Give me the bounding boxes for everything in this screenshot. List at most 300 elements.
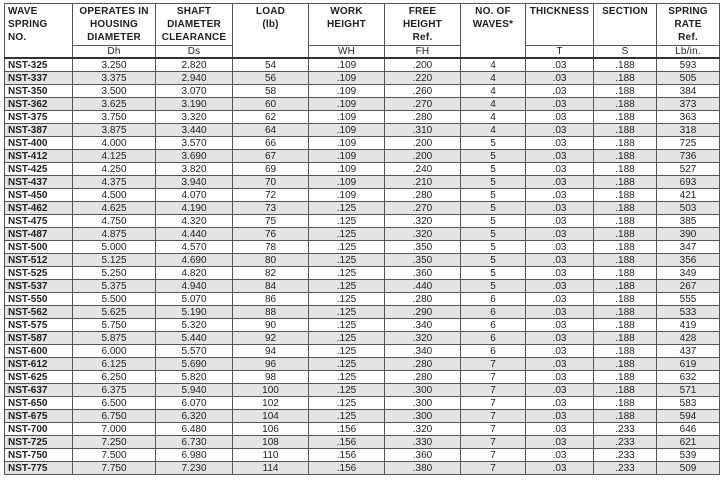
cell-load: 56 [233, 72, 309, 85]
cell-wave-spring-no: NST-337 [5, 72, 73, 85]
cell-work-height: .125 [309, 306, 385, 319]
cell-no-of-waves: 6 [461, 345, 526, 358]
cell-free-height: .270 [385, 202, 461, 215]
cell-work-height: .125 [309, 358, 385, 371]
cell-free-height: .300 [385, 397, 461, 410]
cell-free-height: .350 [385, 241, 461, 254]
column-header-load: LOAD (lb) [233, 4, 309, 46]
table-row [5, 241, 720, 254]
column-header-wave-spring-no: WAVE SPRING NO. [5, 4, 73, 46]
cell-load: 114 [233, 462, 309, 475]
cell-load: 94 [233, 345, 309, 358]
cell-section: .188 [594, 150, 657, 163]
cell-spring-rate: 390 [657, 228, 720, 241]
cell-thickness: .03 [526, 384, 594, 397]
cell-free-height: .320 [385, 332, 461, 345]
cell-shaft-diameter: 5.190 [156, 306, 233, 319]
cell-section: .233 [594, 449, 657, 462]
cell-shaft-diameter: 3.570 [156, 137, 233, 150]
column-header-thickness: THICKNESS [526, 4, 594, 46]
cell-section: .188 [594, 319, 657, 332]
cell-shaft-diameter: 4.940 [156, 280, 233, 293]
cell-wave-spring-no: NST-387 [5, 124, 73, 137]
cell-wave-spring-no: NST-575 [5, 319, 73, 332]
cell-load: 76 [233, 228, 309, 241]
table-row [5, 228, 720, 241]
cell-wave-spring-no: NST-437 [5, 176, 73, 189]
table-row [5, 384, 720, 397]
cell-section: .188 [594, 98, 657, 111]
table-row [5, 72, 720, 85]
cell-wave-spring-no: NST-350 [5, 85, 73, 98]
table-body [5, 58, 720, 475]
column-header-spring-rate: SPRING RATE Ref. [657, 4, 720, 46]
cell-thickness: .03 [526, 124, 594, 137]
cell-wave-spring-no: NST-412 [5, 150, 73, 163]
cell-section: .188 [594, 306, 657, 319]
table-row [5, 462, 720, 475]
cell-thickness: .03 [526, 150, 594, 163]
cell-no-of-waves: 5 [461, 280, 526, 293]
cell-housing-diameter: 3.875 [73, 124, 156, 137]
table-row [5, 150, 720, 163]
table-row [5, 397, 720, 410]
cell-housing-diameter: 7.000 [73, 423, 156, 436]
cell-shaft-diameter: 4.440 [156, 228, 233, 241]
cell-load: 108 [233, 436, 309, 449]
cell-work-height: .109 [309, 150, 385, 163]
cell-spring-rate: 736 [657, 150, 720, 163]
cell-section: .188 [594, 241, 657, 254]
cell-free-height: .200 [385, 150, 461, 163]
cell-no-of-waves: 4 [461, 111, 526, 124]
table-row [5, 85, 720, 98]
cell-free-height: .380 [385, 462, 461, 475]
cell-shaft-diameter: 4.070 [156, 189, 233, 202]
column-unit-spring-rate: Lb/in. [657, 46, 720, 59]
cell-housing-diameter: 5.750 [73, 319, 156, 332]
cell-spring-rate: 533 [657, 306, 720, 319]
cell-housing-diameter: 7.250 [73, 436, 156, 449]
cell-shaft-diameter: 5.820 [156, 371, 233, 384]
cell-load: 67 [233, 150, 309, 163]
cell-thickness: .03 [526, 202, 594, 215]
cell-section: .188 [594, 215, 657, 228]
cell-spring-rate: 437 [657, 345, 720, 358]
cell-shaft-diameter: 2.820 [156, 58, 233, 72]
table-row [5, 436, 720, 449]
cell-no-of-waves: 5 [461, 241, 526, 254]
cell-housing-diameter: 6.500 [73, 397, 156, 410]
cell-housing-diameter: 7.500 [73, 449, 156, 462]
cell-work-height: .109 [309, 189, 385, 202]
cell-free-height: .280 [385, 111, 461, 124]
cell-spring-rate: 503 [657, 202, 720, 215]
cell-housing-diameter: 6.375 [73, 384, 156, 397]
cell-work-height: .109 [309, 98, 385, 111]
cell-thickness: .03 [526, 358, 594, 371]
cell-wave-spring-no: NST-550 [5, 293, 73, 306]
cell-work-height: .125 [309, 293, 385, 306]
cell-wave-spring-no: NST-400 [5, 137, 73, 150]
cell-no-of-waves: 4 [461, 98, 526, 111]
table-row [5, 215, 720, 228]
cell-spring-rate: 318 [657, 124, 720, 137]
cell-work-height: .156 [309, 462, 385, 475]
cell-no-of-waves: 5 [461, 254, 526, 267]
cell-shaft-diameter: 3.690 [156, 150, 233, 163]
cell-wave-spring-no: NST-625 [5, 371, 73, 384]
header-row [5, 4, 720, 46]
cell-no-of-waves: 7 [461, 371, 526, 384]
cell-free-height: .360 [385, 267, 461, 280]
cell-section: .188 [594, 137, 657, 150]
cell-wave-spring-no: NST-362 [5, 98, 73, 111]
cell-free-height: .280 [385, 293, 461, 306]
cell-spring-rate: 419 [657, 319, 720, 332]
cell-no-of-waves: 5 [461, 163, 526, 176]
cell-free-height: .350 [385, 254, 461, 267]
cell-free-height: .340 [385, 345, 461, 358]
cell-work-height: .125 [309, 332, 385, 345]
cell-shaft-diameter: 6.480 [156, 423, 233, 436]
cell-shaft-diameter: 6.730 [156, 436, 233, 449]
column-header-housing-diameter: OPERATES IN HOUSING DIAMETER [73, 4, 156, 46]
cell-load: 86 [233, 293, 309, 306]
cell-load: 80 [233, 254, 309, 267]
cell-section: .188 [594, 58, 657, 72]
cell-work-height: .125 [309, 241, 385, 254]
cell-wave-spring-no: NST-525 [5, 267, 73, 280]
cell-shaft-diameter: 5.570 [156, 345, 233, 358]
cell-spring-rate: 621 [657, 436, 720, 449]
cell-work-height: .109 [309, 111, 385, 124]
cell-load: 110 [233, 449, 309, 462]
table-row [5, 371, 720, 384]
cell-spring-rate: 594 [657, 410, 720, 423]
cell-wave-spring-no: NST-537 [5, 280, 73, 293]
cell-thickness: .03 [526, 72, 594, 85]
table-row [5, 306, 720, 319]
column-header-section: SECTION [594, 4, 657, 46]
cell-shaft-diameter: 6.980 [156, 449, 233, 462]
cell-spring-rate: 619 [657, 358, 720, 371]
cell-load: 92 [233, 332, 309, 345]
cell-shaft-diameter: 3.070 [156, 85, 233, 98]
cell-thickness: .03 [526, 436, 594, 449]
cell-free-height: .220 [385, 72, 461, 85]
cell-thickness: .03 [526, 345, 594, 358]
cell-thickness: .03 [526, 163, 594, 176]
cell-no-of-waves: 6 [461, 293, 526, 306]
cell-wave-spring-no: NST-600 [5, 345, 73, 358]
cell-no-of-waves: 7 [461, 397, 526, 410]
column-header-free-height: FREE HEIGHT Ref. [385, 4, 461, 46]
cell-housing-diameter: 3.250 [73, 58, 156, 72]
cell-shaft-diameter: 4.570 [156, 241, 233, 254]
cell-thickness: .03 [526, 241, 594, 254]
table-row [5, 293, 720, 306]
cell-free-height: .280 [385, 358, 461, 371]
cell-housing-diameter: 5.000 [73, 241, 156, 254]
table-row [5, 124, 720, 137]
cell-free-height: .320 [385, 228, 461, 241]
cell-thickness: .03 [526, 215, 594, 228]
cell-work-height: .125 [309, 384, 385, 397]
cell-shaft-diameter: 6.320 [156, 410, 233, 423]
cell-wave-spring-no: NST-375 [5, 111, 73, 124]
cell-no-of-waves: 4 [461, 58, 526, 72]
cell-shaft-diameter: 7.230 [156, 462, 233, 475]
cell-load: 96 [233, 358, 309, 371]
cell-housing-diameter: 6.125 [73, 358, 156, 371]
cell-load: 88 [233, 306, 309, 319]
cell-housing-diameter: 6.250 [73, 371, 156, 384]
cell-work-height: .125 [309, 280, 385, 293]
cell-housing-diameter: 4.250 [73, 163, 156, 176]
cell-load: 69 [233, 163, 309, 176]
cell-thickness: .03 [526, 332, 594, 345]
cell-free-height: .310 [385, 124, 461, 137]
cell-thickness: .03 [526, 280, 594, 293]
cell-no-of-waves: 4 [461, 72, 526, 85]
cell-housing-diameter: 3.500 [73, 85, 156, 98]
cell-spring-rate: 646 [657, 423, 720, 436]
cell-free-height: .440 [385, 280, 461, 293]
cell-shaft-diameter: 5.320 [156, 319, 233, 332]
column-unit-shaft-diameter: Ds [156, 46, 233, 59]
table-row [5, 449, 720, 462]
cell-work-height: .125 [309, 228, 385, 241]
table-row [5, 163, 720, 176]
cell-housing-diameter: 6.750 [73, 410, 156, 423]
cell-work-height: .125 [309, 254, 385, 267]
cell-shaft-diameter: 5.690 [156, 358, 233, 371]
cell-spring-rate: 349 [657, 267, 720, 280]
column-unit-section: S [594, 46, 657, 59]
cell-thickness: .03 [526, 58, 594, 72]
cell-wave-spring-no: NST-425 [5, 163, 73, 176]
table-row [5, 176, 720, 189]
cell-load: 60 [233, 98, 309, 111]
cell-thickness: .03 [526, 137, 594, 150]
cell-free-height: .210 [385, 176, 461, 189]
column-unit-thickness: T [526, 46, 594, 59]
cell-thickness: .03 [526, 397, 594, 410]
wave-spring-table [4, 3, 720, 475]
cell-free-height: .290 [385, 306, 461, 319]
cell-spring-rate: 527 [657, 163, 720, 176]
cell-load: 98 [233, 371, 309, 384]
cell-housing-diameter: 4.375 [73, 176, 156, 189]
cell-housing-diameter: 5.375 [73, 280, 156, 293]
cell-work-height: .156 [309, 423, 385, 436]
cell-work-height: .125 [309, 410, 385, 423]
cell-load: 72 [233, 189, 309, 202]
cell-thickness: .03 [526, 410, 594, 423]
cell-thickness: .03 [526, 462, 594, 475]
unit-row [5, 46, 720, 59]
cell-thickness: .03 [526, 176, 594, 189]
table-row [5, 319, 720, 332]
cell-free-height: .270 [385, 98, 461, 111]
cell-no-of-waves: 7 [461, 462, 526, 475]
cell-section: .188 [594, 176, 657, 189]
cell-housing-diameter: 4.625 [73, 202, 156, 215]
cell-spring-rate: 384 [657, 85, 720, 98]
cell-no-of-waves: 5 [461, 189, 526, 202]
cell-load: 58 [233, 85, 309, 98]
cell-housing-diameter: 5.875 [73, 332, 156, 345]
cell-section: .188 [594, 293, 657, 306]
cell-section: .188 [594, 85, 657, 98]
cell-shaft-diameter: 2.940 [156, 72, 233, 85]
cell-section: .188 [594, 254, 657, 267]
column-header-no-of-waves: NO. OF WAVES* [461, 4, 526, 46]
table-row [5, 423, 720, 436]
cell-thickness: .03 [526, 371, 594, 384]
cell-thickness: .03 [526, 306, 594, 319]
cell-wave-spring-no: NST-500 [5, 241, 73, 254]
cell-load: 84 [233, 280, 309, 293]
column-header-work-height: WORK HEIGHT [309, 4, 385, 46]
cell-shaft-diameter: 5.940 [156, 384, 233, 397]
column-header-shaft-diameter: SHAFT DIAMETER CLEARANCE [156, 4, 233, 46]
cell-free-height: .280 [385, 189, 461, 202]
cell-thickness: .03 [526, 85, 594, 98]
cell-free-height: .330 [385, 436, 461, 449]
cell-free-height: .320 [385, 215, 461, 228]
cell-shaft-diameter: 5.440 [156, 332, 233, 345]
cell-thickness: .03 [526, 254, 594, 267]
column-unit-free-height: FH [385, 46, 461, 59]
cell-section: .188 [594, 163, 657, 176]
cell-section: .188 [594, 228, 657, 241]
cell-section: .188 [594, 384, 657, 397]
cell-no-of-waves: 5 [461, 228, 526, 241]
cell-free-height: .320 [385, 423, 461, 436]
cell-wave-spring-no: NST-725 [5, 436, 73, 449]
cell-work-height: .109 [309, 124, 385, 137]
cell-work-height: .109 [309, 176, 385, 189]
cell-work-height: .125 [309, 267, 385, 280]
cell-housing-diameter: 4.000 [73, 137, 156, 150]
cell-section: .188 [594, 371, 657, 384]
cell-wave-spring-no: NST-775 [5, 462, 73, 475]
cell-spring-rate: 347 [657, 241, 720, 254]
cell-wave-spring-no: NST-750 [5, 449, 73, 462]
cell-no-of-waves: 7 [461, 410, 526, 423]
cell-work-height: .109 [309, 163, 385, 176]
cell-work-height: .125 [309, 397, 385, 410]
cell-work-height: .125 [309, 345, 385, 358]
cell-no-of-waves: 5 [461, 150, 526, 163]
cell-spring-rate: 428 [657, 332, 720, 345]
cell-load: 64 [233, 124, 309, 137]
cell-shaft-diameter: 4.690 [156, 254, 233, 267]
cell-housing-diameter: 5.500 [73, 293, 156, 306]
cell-housing-diameter: 5.125 [73, 254, 156, 267]
cell-load: 106 [233, 423, 309, 436]
cell-free-height: .300 [385, 384, 461, 397]
cell-shaft-diameter: 3.940 [156, 176, 233, 189]
cell-shaft-diameter: 4.320 [156, 215, 233, 228]
cell-no-of-waves: 5 [461, 202, 526, 215]
cell-section: .188 [594, 124, 657, 137]
cell-spring-rate: 725 [657, 137, 720, 150]
cell-wave-spring-no: NST-675 [5, 410, 73, 423]
cell-wave-spring-no: NST-637 [5, 384, 73, 397]
cell-wave-spring-no: NST-562 [5, 306, 73, 319]
cell-wave-spring-no: NST-512 [5, 254, 73, 267]
cell-shaft-diameter: 4.190 [156, 202, 233, 215]
cell-no-of-waves: 5 [461, 176, 526, 189]
cell-no-of-waves: 6 [461, 332, 526, 345]
cell-spring-rate: 693 [657, 176, 720, 189]
cell-work-height: .109 [309, 85, 385, 98]
cell-section: .188 [594, 358, 657, 371]
cell-shaft-diameter: 3.820 [156, 163, 233, 176]
cell-load: 75 [233, 215, 309, 228]
cell-section: .233 [594, 436, 657, 449]
table-row [5, 254, 720, 267]
cell-wave-spring-no: NST-475 [5, 215, 73, 228]
cell-no-of-waves: 7 [461, 449, 526, 462]
cell-no-of-waves: 5 [461, 267, 526, 280]
cell-wave-spring-no: NST-650 [5, 397, 73, 410]
cell-free-height: .300 [385, 410, 461, 423]
cell-thickness: .03 [526, 111, 594, 124]
cell-housing-diameter: 4.875 [73, 228, 156, 241]
cell-section: .233 [594, 462, 657, 475]
cell-spring-rate: 593 [657, 58, 720, 72]
cell-wave-spring-no: NST-325 [5, 58, 73, 72]
cell-no-of-waves: 5 [461, 137, 526, 150]
cell-no-of-waves: 7 [461, 384, 526, 397]
cell-thickness: .03 [526, 423, 594, 436]
cell-free-height: .280 [385, 371, 461, 384]
cell-load: 82 [233, 267, 309, 280]
cell-no-of-waves: 5 [461, 215, 526, 228]
cell-free-height: .260 [385, 85, 461, 98]
cell-load: 102 [233, 397, 309, 410]
cell-load: 70 [233, 176, 309, 189]
cell-shaft-diameter: 4.820 [156, 267, 233, 280]
cell-section: .188 [594, 332, 657, 345]
cell-no-of-waves: 4 [461, 85, 526, 98]
cell-section: .188 [594, 345, 657, 358]
cell-housing-diameter: 5.250 [73, 267, 156, 280]
cell-housing-diameter: 4.500 [73, 189, 156, 202]
cell-spring-rate: 373 [657, 98, 720, 111]
cell-housing-diameter: 3.375 [73, 72, 156, 85]
cell-load: 66 [233, 137, 309, 150]
cell-section: .188 [594, 111, 657, 124]
cell-shaft-diameter: 3.320 [156, 111, 233, 124]
cell-wave-spring-no: NST-700 [5, 423, 73, 436]
cell-thickness: .03 [526, 267, 594, 280]
table-row [5, 410, 720, 423]
cell-load: 78 [233, 241, 309, 254]
cell-section: .188 [594, 202, 657, 215]
cell-work-height: .125 [309, 371, 385, 384]
cell-thickness: .03 [526, 228, 594, 241]
cell-housing-diameter: 6.000 [73, 345, 156, 358]
cell-spring-rate: 267 [657, 280, 720, 293]
cell-section: .188 [594, 410, 657, 423]
cell-spring-rate: 356 [657, 254, 720, 267]
table-row [5, 58, 720, 72]
